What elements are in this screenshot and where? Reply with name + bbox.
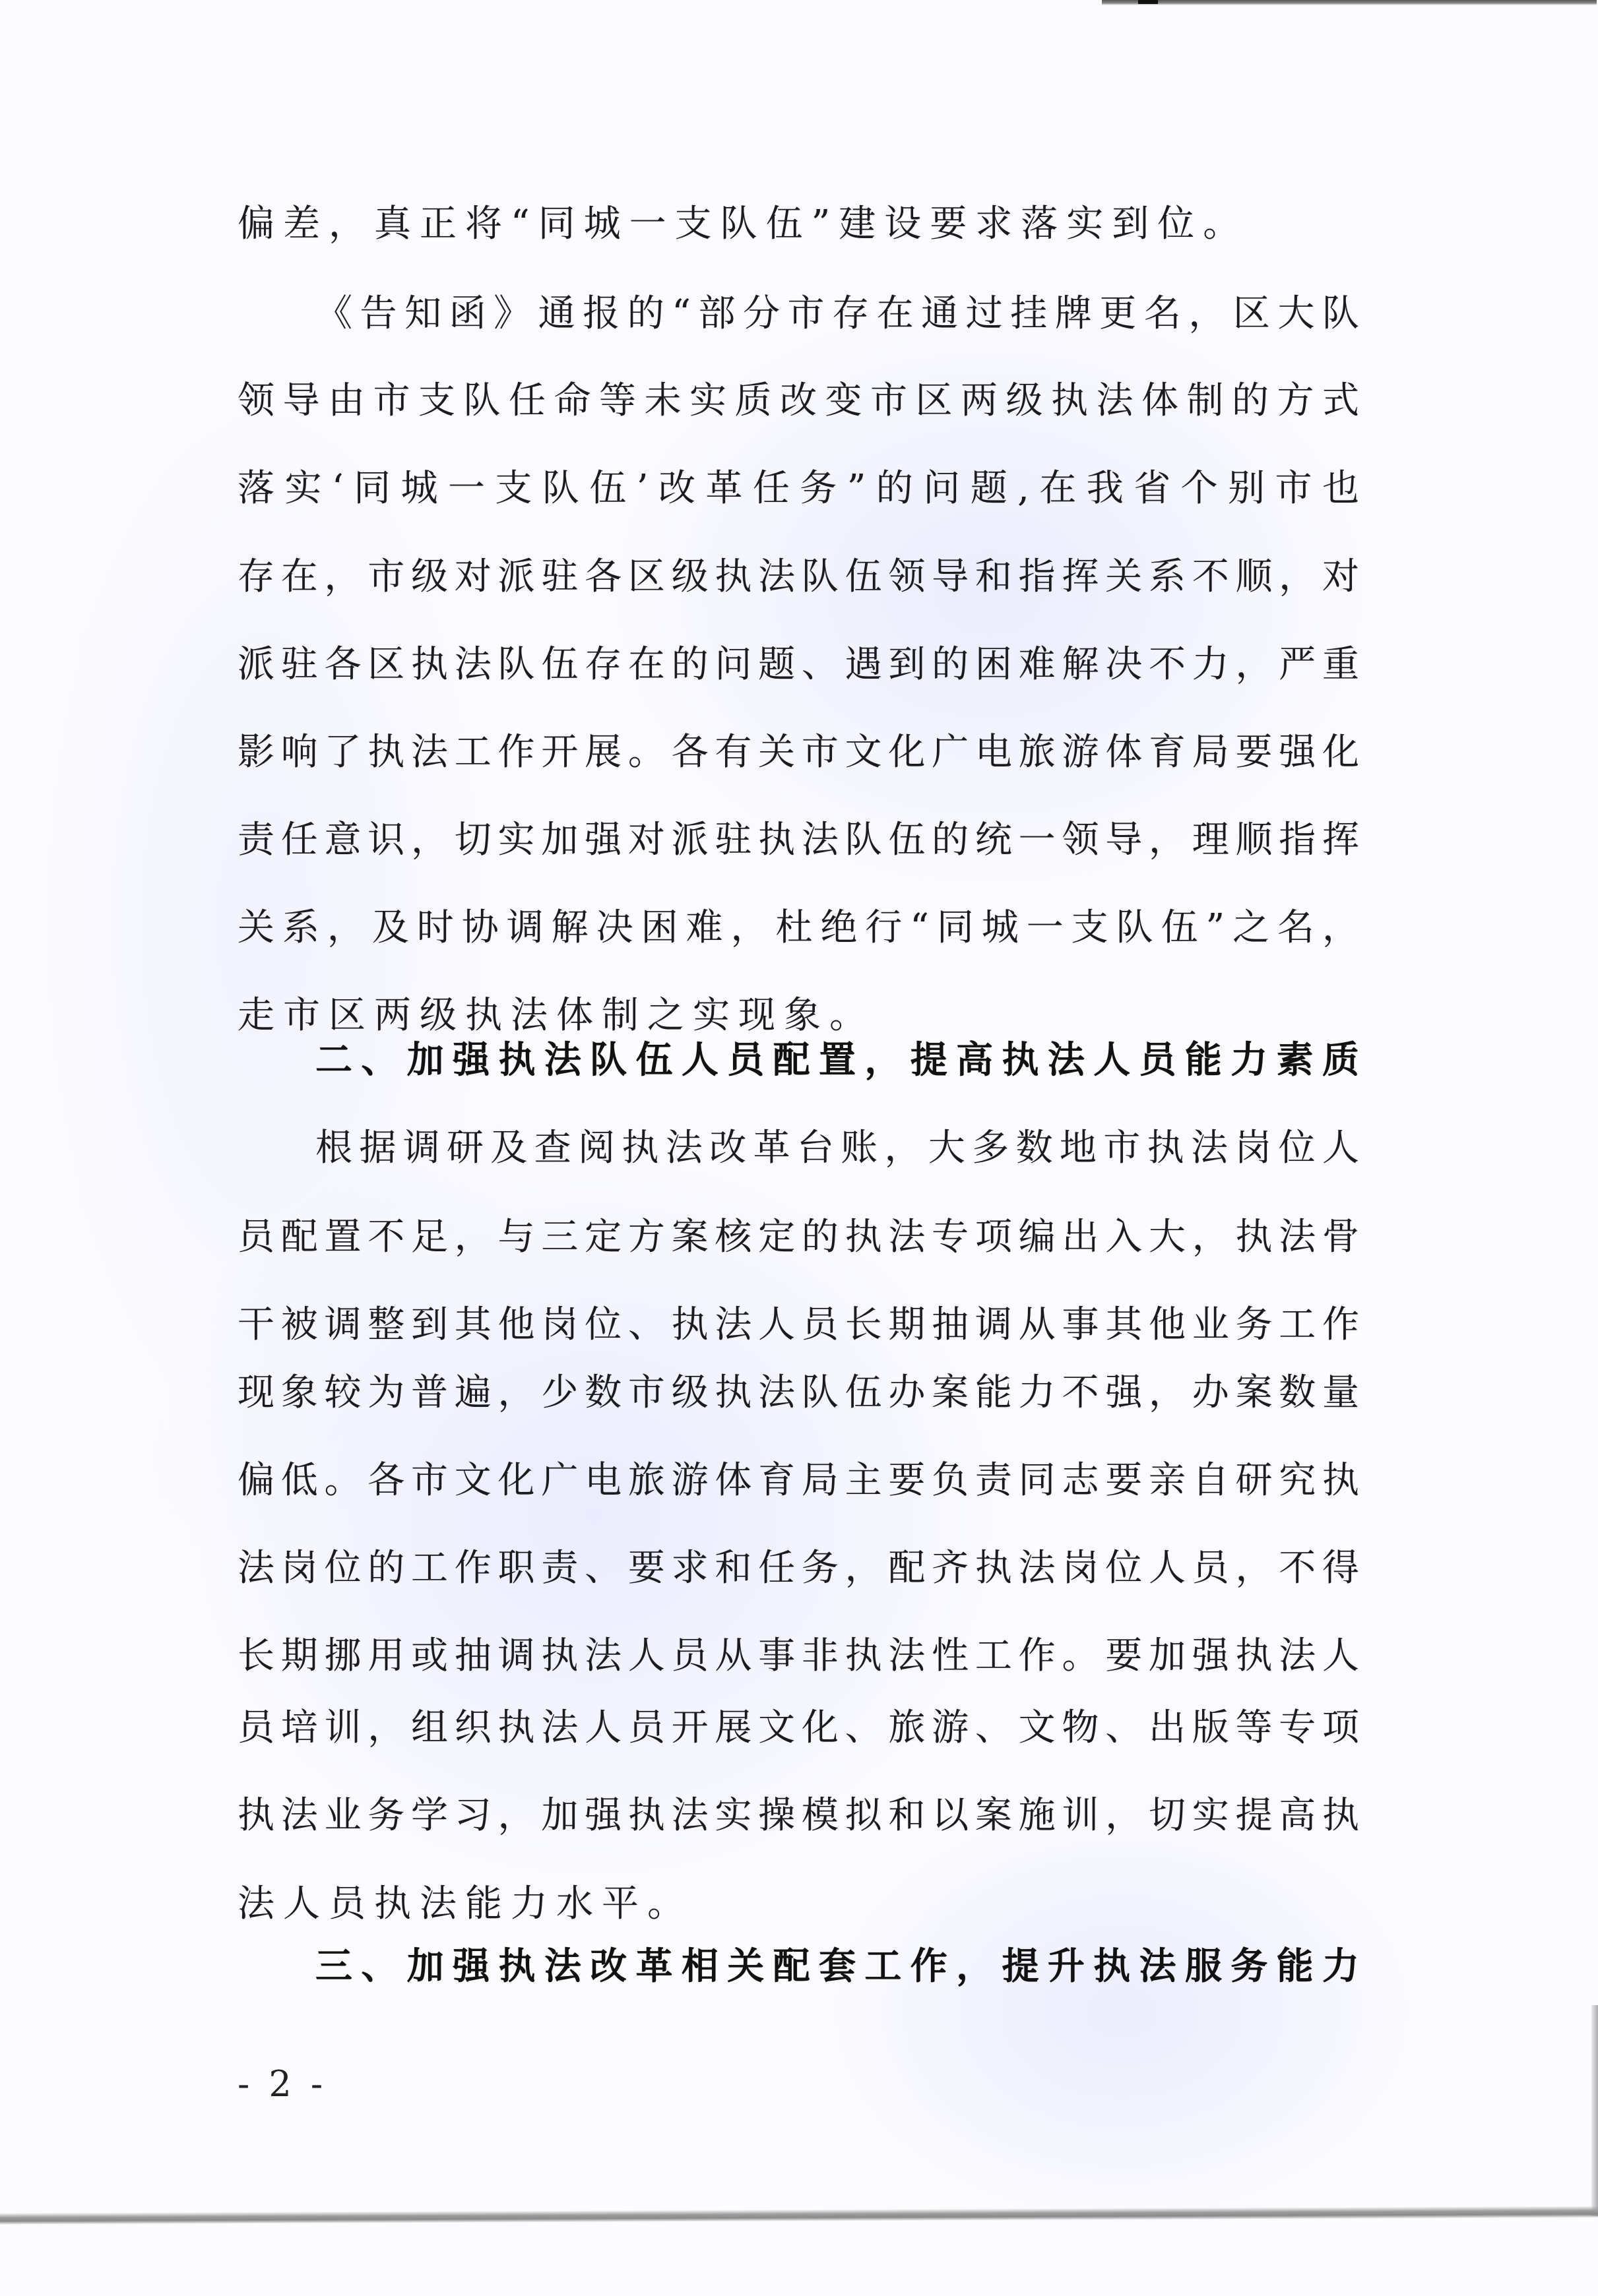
body-line: 关系，及时协调解决困难，杜绝行“同城一支队伍”之名， — [238, 906, 1359, 949]
body-line: 长期挪用或抽调执法人员从事非执法性工作。要加强执法人 — [238, 1634, 1359, 1677]
body-line: 员配置不足，与三定方案核定的执法专项编出入大，执法骨 — [238, 1216, 1359, 1258]
body-line: 根据调研及查阅执法改革台账，大多数地市执法岗位人 — [315, 1127, 1359, 1169]
section-heading-3: 三、加强执法改革相关配套工作，提升执法服务能力 — [315, 1945, 1359, 1988]
body-line: 现象较为普遍，少数市级执法队伍办案能力不强，办案数量 — [238, 1371, 1359, 1414]
body-line: 员培训，组织执法人员开展文化、旅游、文物、出版等专项 — [238, 1706, 1359, 1749]
body-line: 走市区两级执法体制之实现象。 — [238, 994, 875, 1037]
body-line: 存在，市级对派驻各区级执法队伍领导和指挥关系不顺，对 — [238, 555, 1359, 598]
body-line: 落实‘同城一支队伍’改革任务”的问题,在我省个别市也 — [238, 467, 1359, 510]
body-line: 执法业务学习，加强执法实操模拟和以案施训，切实提高执 — [238, 1794, 1359, 1837]
section-heading-2: 二、加强执法队伍人员配置，提高执法人员能力素质 — [315, 1039, 1359, 1082]
body-line: 法岗位的工作职责、要求和任务，配齐执法岗位人员，不得 — [238, 1547, 1359, 1590]
body-line: 法人员执法能力水平。 — [238, 1882, 693, 1925]
body-line: 派驻各区执法队伍存在的问题、遇到的困难解决不力，严重 — [238, 643, 1359, 686]
body-line: 干被调整到其他岗位、执法人员长期抽调从事其他业务工作 — [238, 1303, 1359, 1346]
body-line: 影响了执法工作开展。各有关市文化广电旅游体育局要强化 — [238, 731, 1359, 774]
body-line: 偏差，真正将“同城一支队伍”建设要求落实到位。 — [238, 202, 1249, 245]
body-line: 《告知函》通报的“部分市存在通过挂牌更名，区大队 — [315, 292, 1359, 335]
body-line: 偏低。各市文化广电旅游体育局主要负责同志要亲自研究执 — [238, 1459, 1359, 1502]
body-line: 领导由市支队任命等未实质改变市区两级执法体制的方式 — [238, 379, 1359, 422]
page-number: - 2 - — [238, 2063, 327, 2105]
body-line: 责任意识，切实加强对派驻执法队伍的统一领导，理顺指挥 — [238, 819, 1359, 861]
